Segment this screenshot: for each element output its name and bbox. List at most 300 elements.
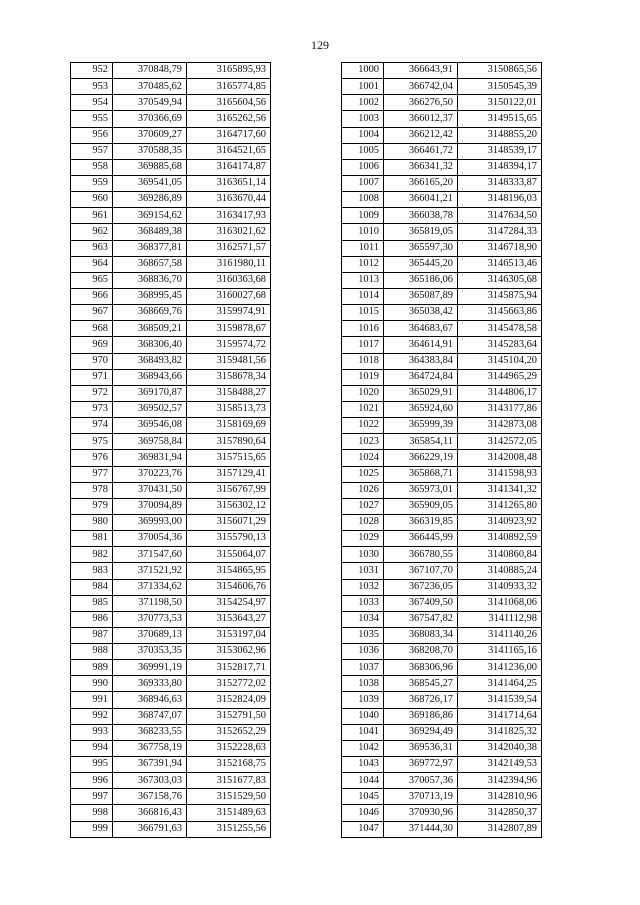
x-coordinate-cell: 365597,30: [384, 240, 458, 256]
point-number-cell: 961: [71, 208, 113, 224]
x-coordinate-cell: 368836,70: [113, 272, 187, 288]
x-coordinate-cell: 368726,17: [384, 692, 458, 708]
point-number-cell: 1019: [342, 369, 384, 385]
table-row: [71, 740, 271, 756]
table-row: [71, 514, 271, 530]
y-coordinate-cell: 3159574,72: [187, 337, 271, 353]
point-number-cell: 964: [71, 256, 113, 272]
point-number-cell: 1001: [342, 79, 384, 95]
point-number-cell: 1042: [342, 740, 384, 756]
y-coordinate-cell: 3159878,67: [187, 321, 271, 337]
y-coordinate-cell: 3157890,64: [187, 434, 271, 450]
table-row: [342, 773, 542, 789]
point-number-cell: 1013: [342, 272, 384, 288]
y-coordinate-cell: 3152817,71: [187, 660, 271, 676]
table-row: [342, 563, 542, 579]
point-number-cell: 1008: [342, 192, 384, 208]
table-row: [71, 547, 271, 563]
y-coordinate-cell: 3160363,68: [187, 272, 271, 288]
y-coordinate-cell: 3164717,60: [187, 127, 271, 143]
x-coordinate-cell: 364383,84: [384, 353, 458, 369]
point-number-cell: 1030: [342, 547, 384, 563]
y-coordinate-cell: 3151677,83: [187, 773, 271, 789]
y-coordinate-cell: 3157515,65: [187, 450, 271, 466]
point-number-cell: 998: [71, 805, 113, 821]
y-coordinate-cell: 3147284,33: [458, 224, 542, 240]
y-coordinate-cell: 3145875,94: [458, 288, 542, 304]
table-row: [71, 288, 271, 304]
point-number-cell: 958: [71, 159, 113, 175]
point-number-cell: 992: [71, 708, 113, 724]
point-number-cell: 1020: [342, 385, 384, 401]
table-row: [71, 627, 271, 643]
point-number-cell: 1000: [342, 63, 384, 79]
table-row: [71, 563, 271, 579]
table-row: [342, 337, 542, 353]
y-coordinate-cell: 3141068,06: [458, 595, 542, 611]
y-coordinate-cell: 3146513,46: [458, 256, 542, 272]
x-coordinate-cell: 369758,84: [113, 434, 187, 450]
point-number-cell: 959: [71, 175, 113, 191]
x-coordinate-cell: 368083,34: [384, 627, 458, 643]
point-number-cell: 957: [71, 143, 113, 159]
x-coordinate-cell: 365924,60: [384, 401, 458, 417]
x-coordinate-cell: 365854,11: [384, 434, 458, 450]
x-coordinate-cell: 367391,94: [113, 757, 187, 773]
x-coordinate-cell: 369186,86: [384, 708, 458, 724]
point-number-cell: 981: [71, 531, 113, 547]
point-number-cell: 1028: [342, 514, 384, 530]
point-number-cell: 1006: [342, 159, 384, 175]
point-number-cell: 968: [71, 321, 113, 337]
x-coordinate-cell: 370054,36: [113, 531, 187, 547]
point-number-cell: 972: [71, 385, 113, 401]
table-row: [71, 692, 271, 708]
point-number-cell: 1043: [342, 757, 384, 773]
y-coordinate-cell: 3164174,87: [187, 159, 271, 175]
point-number-cell: 980: [71, 514, 113, 530]
y-coordinate-cell: 3141140,26: [458, 627, 542, 643]
x-coordinate-cell: 367158,76: [113, 789, 187, 805]
table-row: [71, 143, 271, 159]
point-number-cell: 991: [71, 692, 113, 708]
table-row: [342, 482, 542, 498]
x-coordinate-cell: 364614,91: [384, 337, 458, 353]
table-row: [342, 660, 542, 676]
point-number-cell: 1046: [342, 805, 384, 821]
x-coordinate-cell: 370848,79: [113, 63, 187, 79]
x-coordinate-cell: 366212,42: [384, 127, 458, 143]
y-coordinate-cell: 3148333,87: [458, 175, 542, 191]
x-coordinate-cell: 370353,35: [113, 644, 187, 660]
table-row: [342, 224, 542, 240]
table-row: [342, 272, 542, 288]
table-row: [71, 353, 271, 369]
y-coordinate-cell: 3141714,64: [458, 708, 542, 724]
point-number-cell: 955: [71, 111, 113, 127]
table-row: [71, 256, 271, 272]
table-row: [342, 740, 542, 756]
y-coordinate-cell: 3141112,98: [458, 611, 542, 627]
point-number-cell: 1014: [342, 288, 384, 304]
y-coordinate-cell: 3143177,86: [458, 401, 542, 417]
x-coordinate-cell: 365999,39: [384, 418, 458, 434]
y-coordinate-cell: 3145283,64: [458, 337, 542, 353]
point-number-cell: 1029: [342, 531, 384, 547]
x-coordinate-cell: 366742,04: [384, 79, 458, 95]
table-row: [71, 644, 271, 660]
table-row: [342, 418, 542, 434]
table-row: [71, 305, 271, 321]
x-coordinate-cell: 368306,96: [384, 660, 458, 676]
table-row: [71, 466, 271, 482]
table-row: [342, 111, 542, 127]
y-coordinate-cell: 3159481,56: [187, 353, 271, 369]
x-coordinate-cell: 368306,40: [113, 337, 187, 353]
point-number-cell: 1035: [342, 627, 384, 643]
y-coordinate-cell: 3142394,96: [458, 773, 542, 789]
x-coordinate-cell: 369294,49: [384, 724, 458, 740]
y-coordinate-cell: 3150865,56: [458, 63, 542, 79]
y-coordinate-cell: 3156767,99: [187, 482, 271, 498]
point-number-cell: 1045: [342, 789, 384, 805]
x-coordinate-cell: 366816,43: [113, 805, 187, 821]
y-coordinate-cell: 3152824,09: [187, 692, 271, 708]
y-coordinate-cell: 3151529,50: [187, 789, 271, 805]
point-number-cell: 997: [71, 789, 113, 805]
x-coordinate-cell: 366791,63: [113, 821, 187, 837]
point-number-cell: 999: [71, 821, 113, 837]
y-coordinate-cell: 3158678,34: [187, 369, 271, 385]
y-coordinate-cell: 3158169,69: [187, 418, 271, 434]
x-coordinate-cell: 365087,89: [384, 288, 458, 304]
x-coordinate-cell: 366319,85: [384, 514, 458, 530]
point-number-cell: 1039: [342, 692, 384, 708]
x-coordinate-cell: 370057,36: [384, 773, 458, 789]
point-number-cell: 1010: [342, 224, 384, 240]
table-row: [342, 611, 542, 627]
y-coordinate-cell: 3150122,01: [458, 95, 542, 111]
table-row: [342, 95, 542, 111]
y-coordinate-cell: 3148394,17: [458, 159, 542, 175]
y-coordinate-cell: 3150545,39: [458, 79, 542, 95]
y-coordinate-cell: 3142572,05: [458, 434, 542, 450]
table-row: [342, 498, 542, 514]
table-row: [342, 369, 542, 385]
x-coordinate-cell: 371444,30: [384, 821, 458, 837]
point-number-cell: 952: [71, 63, 113, 79]
point-number-cell: 995: [71, 757, 113, 773]
x-coordinate-cell: 370588,35: [113, 143, 187, 159]
x-coordinate-cell: 365973,01: [384, 482, 458, 498]
table-row: [71, 385, 271, 401]
x-coordinate-cell: 370431,50: [113, 482, 187, 498]
table-row: [71, 450, 271, 466]
x-coordinate-cell: 368943,66: [113, 369, 187, 385]
y-coordinate-cell: 3164521,65: [187, 143, 271, 159]
y-coordinate-cell: 3151255,56: [187, 821, 271, 837]
table-row: [342, 143, 542, 159]
y-coordinate-cell: 3153062,96: [187, 644, 271, 660]
y-coordinate-cell: 3163021,62: [187, 224, 271, 240]
x-coordinate-cell: 369772,97: [384, 757, 458, 773]
table-row: [71, 175, 271, 191]
table-row: [71, 208, 271, 224]
table-row: [71, 321, 271, 337]
y-coordinate-cell: 3140933,32: [458, 579, 542, 595]
point-number-cell: 979: [71, 498, 113, 514]
x-coordinate-cell: 368946,63: [113, 692, 187, 708]
y-coordinate-cell: 3151489,63: [187, 805, 271, 821]
point-number-cell: 1011: [342, 240, 384, 256]
x-coordinate-cell: 369154,62: [113, 208, 187, 224]
y-coordinate-cell: 3165604,56: [187, 95, 271, 111]
x-coordinate-cell: 366276,50: [384, 95, 458, 111]
table-row: [342, 627, 542, 643]
table-row: [71, 192, 271, 208]
y-coordinate-cell: 3145104,20: [458, 353, 542, 369]
x-coordinate-cell: 365868,71: [384, 466, 458, 482]
x-coordinate-cell: 368995,45: [113, 288, 187, 304]
y-coordinate-cell: 3142850,37: [458, 805, 542, 821]
table-row: [342, 708, 542, 724]
x-coordinate-cell: 370713,19: [384, 789, 458, 805]
table-row: [342, 514, 542, 530]
x-coordinate-cell: 366643,91: [384, 63, 458, 79]
point-number-cell: 954: [71, 95, 113, 111]
point-number-cell: 973: [71, 401, 113, 417]
x-coordinate-cell: 370773,53: [113, 611, 187, 627]
y-coordinate-cell: 3158488,27: [187, 385, 271, 401]
point-number-cell: 1007: [342, 175, 384, 191]
x-coordinate-cell: 367758,19: [113, 740, 187, 756]
page-number: 129: [311, 38, 329, 52]
point-number-cell: 1025: [342, 466, 384, 482]
table-row: [342, 159, 542, 175]
y-coordinate-cell: 3140892,59: [458, 531, 542, 547]
y-coordinate-cell: 3142149,53: [458, 757, 542, 773]
x-coordinate-cell: 368657,58: [113, 256, 187, 272]
point-number-cell: 985: [71, 595, 113, 611]
point-number-cell: 1004: [342, 127, 384, 143]
point-number-cell: 960: [71, 192, 113, 208]
y-coordinate-cell: 3142040,38: [458, 740, 542, 756]
table-row: [342, 79, 542, 95]
y-coordinate-cell: 3149515,65: [458, 111, 542, 127]
table-row: [71, 224, 271, 240]
table-row: [342, 192, 542, 208]
x-coordinate-cell: 370485,62: [113, 79, 187, 95]
y-coordinate-cell: 3152168,75: [187, 757, 271, 773]
point-number-cell: 1016: [342, 321, 384, 337]
x-coordinate-cell: 371198,50: [113, 595, 187, 611]
point-number-cell: 1040: [342, 708, 384, 724]
table-row: [71, 757, 271, 773]
table-row: [71, 789, 271, 805]
table-row: [71, 418, 271, 434]
point-number-cell: 994: [71, 740, 113, 756]
point-number-cell: 1003: [342, 111, 384, 127]
table-row: [71, 805, 271, 821]
point-number-cell: 1026: [342, 482, 384, 498]
table-row: [71, 579, 271, 595]
point-number-cell: 983: [71, 563, 113, 579]
table-row: [71, 369, 271, 385]
y-coordinate-cell: 3160027,68: [187, 288, 271, 304]
x-coordinate-cell: 368233,55: [113, 724, 187, 740]
x-coordinate-cell: 366041,21: [384, 192, 458, 208]
y-coordinate-cell: 3154606,76: [187, 579, 271, 595]
x-coordinate-cell: 369333,80: [113, 676, 187, 692]
table-row: [342, 821, 542, 837]
point-number-cell: 962: [71, 224, 113, 240]
y-coordinate-cell: 3141598,93: [458, 466, 542, 482]
x-coordinate-cell: 366165,20: [384, 175, 458, 191]
point-number-cell: 969: [71, 337, 113, 353]
x-coordinate-cell: 368545,27: [384, 676, 458, 692]
table-row: [71, 595, 271, 611]
point-number-cell: 963: [71, 240, 113, 256]
table-row: [71, 111, 271, 127]
x-coordinate-cell: 366341,32: [384, 159, 458, 175]
y-coordinate-cell: 3144806,17: [458, 385, 542, 401]
y-coordinate-cell: 3163670,44: [187, 192, 271, 208]
table-row: [342, 321, 542, 337]
point-number-cell: 956: [71, 127, 113, 143]
table-row: [342, 175, 542, 191]
x-coordinate-cell: 369831,94: [113, 450, 187, 466]
x-coordinate-cell: 364683,67: [384, 321, 458, 337]
y-coordinate-cell: 3141236,00: [458, 660, 542, 676]
table-row: [71, 660, 271, 676]
y-coordinate-cell: 3141341,32: [458, 482, 542, 498]
y-coordinate-cell: 3147634,50: [458, 208, 542, 224]
table-row: [71, 401, 271, 417]
table-row: [342, 531, 542, 547]
y-coordinate-cell: 3142873,08: [458, 418, 542, 434]
table-row: [342, 547, 542, 563]
table-row: [71, 773, 271, 789]
y-coordinate-cell: 3152228,63: [187, 740, 271, 756]
x-coordinate-cell: 371547,60: [113, 547, 187, 563]
x-coordinate-cell: 365029,91: [384, 385, 458, 401]
table-row: [342, 676, 542, 692]
table-row: [342, 288, 542, 304]
x-coordinate-cell: 367409,50: [384, 595, 458, 611]
x-coordinate-cell: 368509,21: [113, 321, 187, 337]
table-row: [342, 789, 542, 805]
y-coordinate-cell: 3141539,54: [458, 692, 542, 708]
x-coordinate-cell: 368377,81: [113, 240, 187, 256]
x-coordinate-cell: 369536,31: [384, 740, 458, 756]
x-coordinate-cell: 365819,05: [384, 224, 458, 240]
table-row: [71, 63, 271, 79]
x-coordinate-cell: 369993,00: [113, 514, 187, 530]
point-number-cell: 996: [71, 773, 113, 789]
x-coordinate-cell: 366229,19: [384, 450, 458, 466]
y-coordinate-cell: 3157129,41: [187, 466, 271, 482]
y-coordinate-cell: 3163417,93: [187, 208, 271, 224]
coordinate-table-right: [341, 62, 542, 838]
y-coordinate-cell: 3159974,91: [187, 305, 271, 321]
x-coordinate-cell: 369286,89: [113, 192, 187, 208]
point-number-cell: 976: [71, 450, 113, 466]
point-number-cell: 1031: [342, 563, 384, 579]
x-coordinate-cell: 367236,05: [384, 579, 458, 595]
y-coordinate-cell: 3140923,92: [458, 514, 542, 530]
table-row: [342, 595, 542, 611]
x-coordinate-cell: 368489,38: [113, 224, 187, 240]
table-row: [71, 531, 271, 547]
y-coordinate-cell: 3161980,11: [187, 256, 271, 272]
y-coordinate-cell: 3154254,97: [187, 595, 271, 611]
x-coordinate-cell: 367547,82: [384, 611, 458, 627]
x-coordinate-cell: 364724,84: [384, 369, 458, 385]
point-number-cell: 1038: [342, 676, 384, 692]
x-coordinate-cell: 371521,92: [113, 563, 187, 579]
point-number-cell: 1034: [342, 611, 384, 627]
table-row: [71, 95, 271, 111]
point-number-cell: 970: [71, 353, 113, 369]
point-number-cell: 1021: [342, 401, 384, 417]
table-row: [71, 240, 271, 256]
point-number-cell: 975: [71, 434, 113, 450]
x-coordinate-cell: 366780,55: [384, 547, 458, 563]
point-number-cell: 1033: [342, 595, 384, 611]
table-row: [71, 611, 271, 627]
y-coordinate-cell: 3153643,27: [187, 611, 271, 627]
table-row: [342, 353, 542, 369]
x-coordinate-cell: 366445,99: [384, 531, 458, 547]
y-coordinate-cell: 3156071,29: [187, 514, 271, 530]
table-row: [71, 724, 271, 740]
x-coordinate-cell: 368493,82: [113, 353, 187, 369]
y-coordinate-cell: 3158513,73: [187, 401, 271, 417]
table-row: [71, 127, 271, 143]
x-coordinate-cell: 365038,42: [384, 305, 458, 321]
table-row: [71, 79, 271, 95]
y-coordinate-cell: 3145663,86: [458, 305, 542, 321]
point-number-cell: 1022: [342, 418, 384, 434]
point-number-cell: 974: [71, 418, 113, 434]
y-coordinate-cell: 3148539,17: [458, 143, 542, 159]
table-row: [342, 805, 542, 821]
table-row: [342, 208, 542, 224]
x-coordinate-cell: 366012,37: [384, 111, 458, 127]
point-number-cell: 1023: [342, 434, 384, 450]
y-coordinate-cell: 3148196,03: [458, 192, 542, 208]
y-coordinate-cell: 3154865,95: [187, 563, 271, 579]
y-coordinate-cell: 3156302,12: [187, 498, 271, 514]
y-coordinate-cell: 3145478,58: [458, 321, 542, 337]
point-number-cell: 953: [71, 79, 113, 95]
x-coordinate-cell: 370609,27: [113, 127, 187, 143]
y-coordinate-cell: 3165262,56: [187, 111, 271, 127]
point-number-cell: 1009: [342, 208, 384, 224]
y-coordinate-cell: 3142008,48: [458, 450, 542, 466]
table-row: [342, 450, 542, 466]
x-coordinate-cell: 368747,07: [113, 708, 187, 724]
table-row: [71, 482, 271, 498]
x-coordinate-cell: 370094,89: [113, 498, 187, 514]
y-coordinate-cell: 3155790,13: [187, 531, 271, 547]
x-coordinate-cell: 366461,72: [384, 143, 458, 159]
point-number-cell: 1017: [342, 337, 384, 353]
table-row: [342, 256, 542, 272]
y-coordinate-cell: 3146305,68: [458, 272, 542, 288]
table-row: [71, 337, 271, 353]
point-number-cell: 984: [71, 579, 113, 595]
